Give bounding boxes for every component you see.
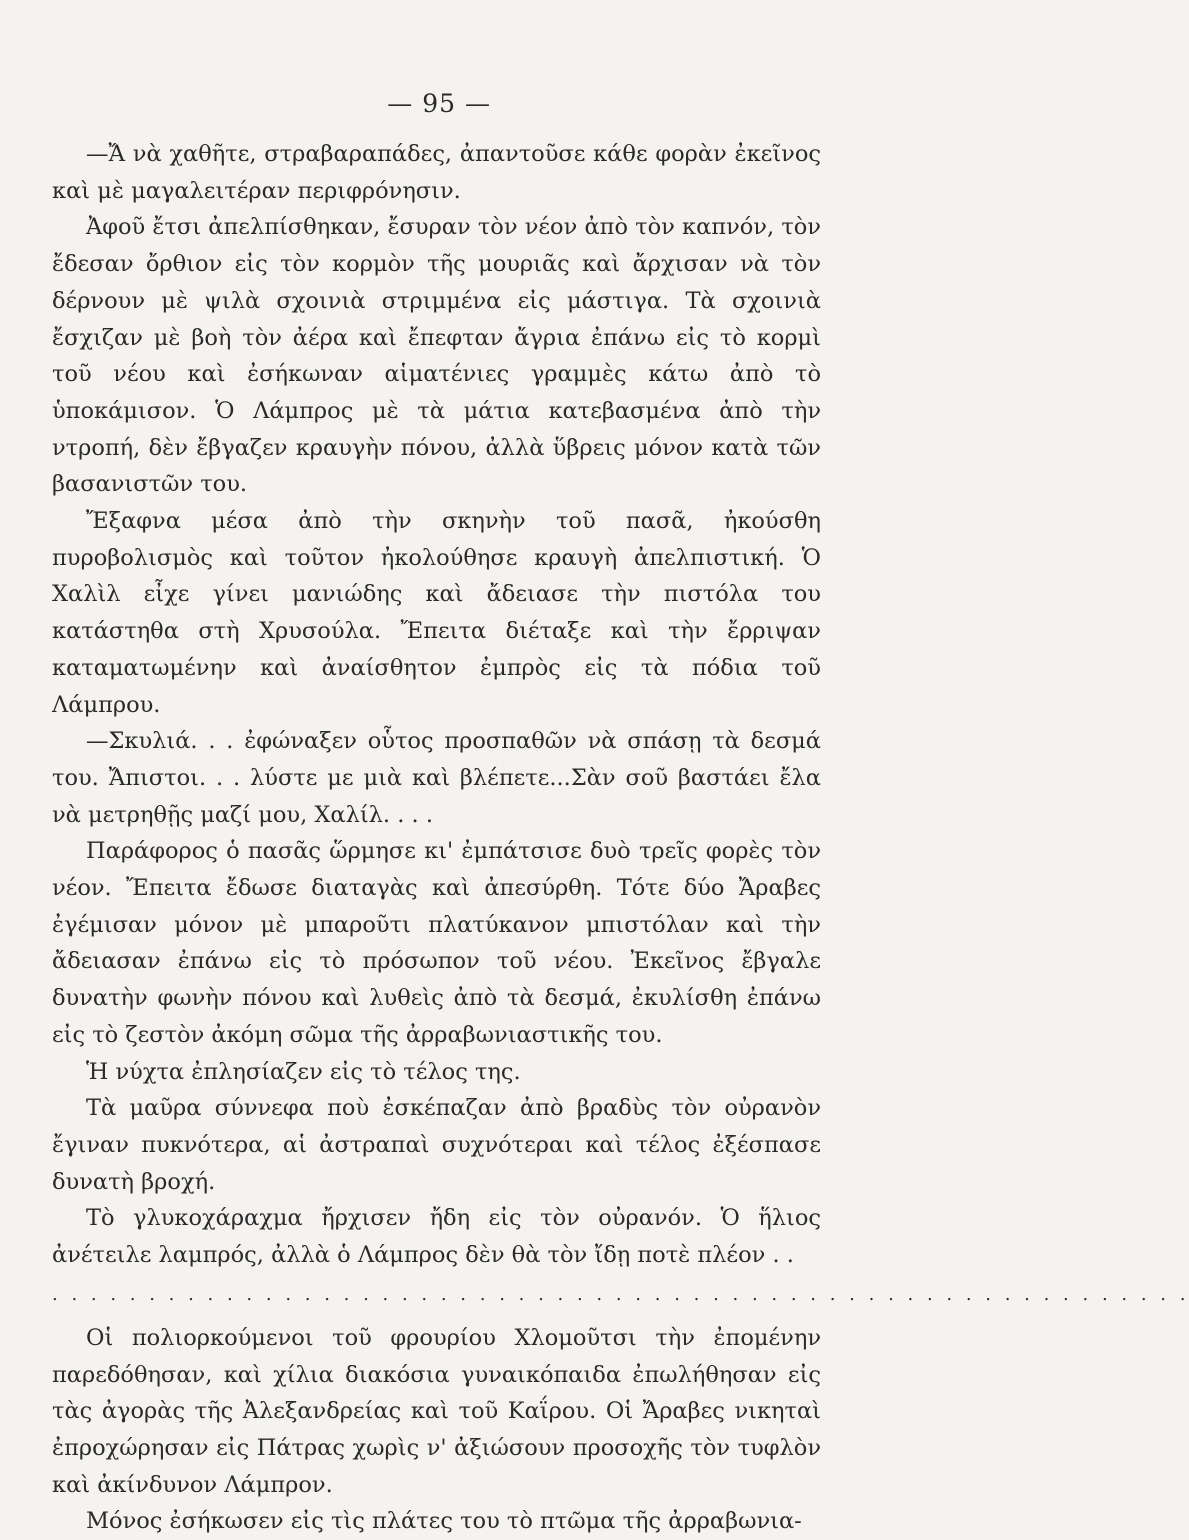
paragraph: Μόνος ἐσήκωσεν εἰς τὶς πλάτες του τὸ πτῶμα τῆς ἀρραβωνια-: [86, 1508, 802, 1535]
paragraph: —Σκυλιά. . . ἐφώναξεν οὗτος προσπαθῶν νὰ σπάσῃ τὰ δεσμά του. Ἄπιστοι. . . λύστε με μιὰ καὶ βλέπετε...Σὰν σοῦ βαστάει ἔλα νὰ μετρηθῇς μαζί μου, Χαλίλ. . . .: [52, 728, 821, 828]
paragraph: Τὰ μαῦρα σύννεφα ποὺ ἐσκέπαζαν ἀπὸ βραδὺς τὸν οὐρανὸν ἔγιναν πυκνότερα, αἱ ἀστραπαὶ συχνότεραι καὶ τέλος ἐξέσπασε δυνατὴ βροχή.: [52, 1095, 821, 1195]
dotted-separator: . . . . . . . . . . . . . . . . . . . . . . . . . . . . . . . . . . . . . . . . . . . . . . . . . . . . . . . . . . .: [52, 1283, 1189, 1305]
paragraph: Ἀφοῦ ἔτσι ἀπελπίσθηκαν, ἔσυραν τὸν νέον ἀπὸ τὸν καπνόν, τὸν ἔδεσαν ὄρθιον εἰς τὸν κορμὸν τῆς μουριᾶς καὶ ἄρχισαν νὰ τὸν δέρνουν μὲ ψιλὰ σχοινιὰ στριμμένα εἰς μάστιγα. Τὰ σχοινιὰ ἔσχιζαν μὲ βοὴ τὸν ἀέρα καὶ ἔπεφταν ἄγρια ἐπάνω εἰς τὸ κορμὶ τοῦ νέου καὶ ἐσήκωναν αἱματένιες γραμμὲς κάτω ἀπὸ τὸ ὑποκάμισον. Ὁ Λάμπρος μὲ τὰ μάτια κατεβασμένα ἀπὸ τὴν ντροπή, δὲν ἔβγαζεν κραυγὴν πόνου, ἀλλὰ ὕβρεις μόνον κατὰ τῶν βασανιστῶν του.: [52, 214, 821, 498]
body-text: [52, 136, 1189, 1540]
paragraph: —Ἄ νὰ χαθῆτε, στραβαραπάδες, ἀπαντοῦσε κάθε φορὰν ἐκεῖνος καὶ μὲ μαγαλειτέραν περιφρόνησιν.: [52, 141, 821, 204]
paragraph: Παράφορος ὁ πασᾶς ὥρμησε κι' ἐμπάτσισε δυὸ τρεῖς φορὲς τὸν νέον. Ἔπειτα ἔδωσε διαταγὰς καὶ ἀπεσύρθη. Τότε δύο Ἄραβες ἐγέμισαν μόνον μὲ μπαροῦτι πλατύκανον μπιστόλαν καὶ τὴν ἄδειασαν ἐπάνω εἰς τὸ πρόσωπον τοῦ νέου. Ἐκεῖνος ἔβγαλε δυνατὴν φωνὴν πόνου καὶ λυθεὶς ἀπὸ τὰ δεσμά, ἐκυλίσθη ἐπάνω εἰς τὸ ζεστὸν ἀκόμη σῶμα τῆς ἀρραβωνιαστικῆς του.: [52, 838, 821, 1048]
paragraph: Τὸ γλυκοχάραχμα ἤρχισεν ἤδη εἰς τὸν οὐρανόν. Ὁ ἥλιος ἀνέτειλε λαμπρός, ἀλλὰ ὁ Λάμπρος δὲν θὰ τὸν ἴδῃ ποτὲ πλέον . .: [52, 1205, 821, 1269]
paragraph: Οἱ πολιορκούμενοι τοῦ φρουρίου Χλομοῦτσι τὴν ἐπομένην παρεδόθησαν, καὶ χίλια διακόσια γυναικόπαιδα ἐπωλήθησαν εἰς τὰς ἀγορὰς τῆς Ἀλεξανδρείας καὶ τοῦ Καΐρου. Οἱ Ἄραβες νικηταὶ ἐπροχώρησαν εἰς Πάτρας χωρὶς ν' ἀξιώσουν προσοχῆς τὸν τυφλὸν καὶ ἀκίνδυνον Λάμπρον.: [52, 1324, 821, 1498]
paragraph: Ἔξαφνα μέσα ἀπὸ τὴν σκηνὴν τοῦ πασᾶ, ἠκούσθη πυροβολισμὸς καὶ τοῦτον ἠκολούθησε κραυγὴ ἀπελπιστική. Ὁ Χαλὶλ εἶχε γίνει μανιώδης καὶ ἄδειασε τὴν πιστόλα του κατάστηθα στὴ Χρυσούλα. Ἔπειτα διέταξε καὶ τὴν ἔρριψαν καταματωμένην καὶ ἀναίσθητον ἐμπρὸς εἰς τὰ πόδια τοῦ Λάμπρου.: [52, 508, 821, 718]
paragraph: Ἡ νύχτα ἐπλησίαζεν εἰς τὸ τέλος της.: [86, 1058, 521, 1085]
page-number: — 95 —: [387, 89, 491, 118]
